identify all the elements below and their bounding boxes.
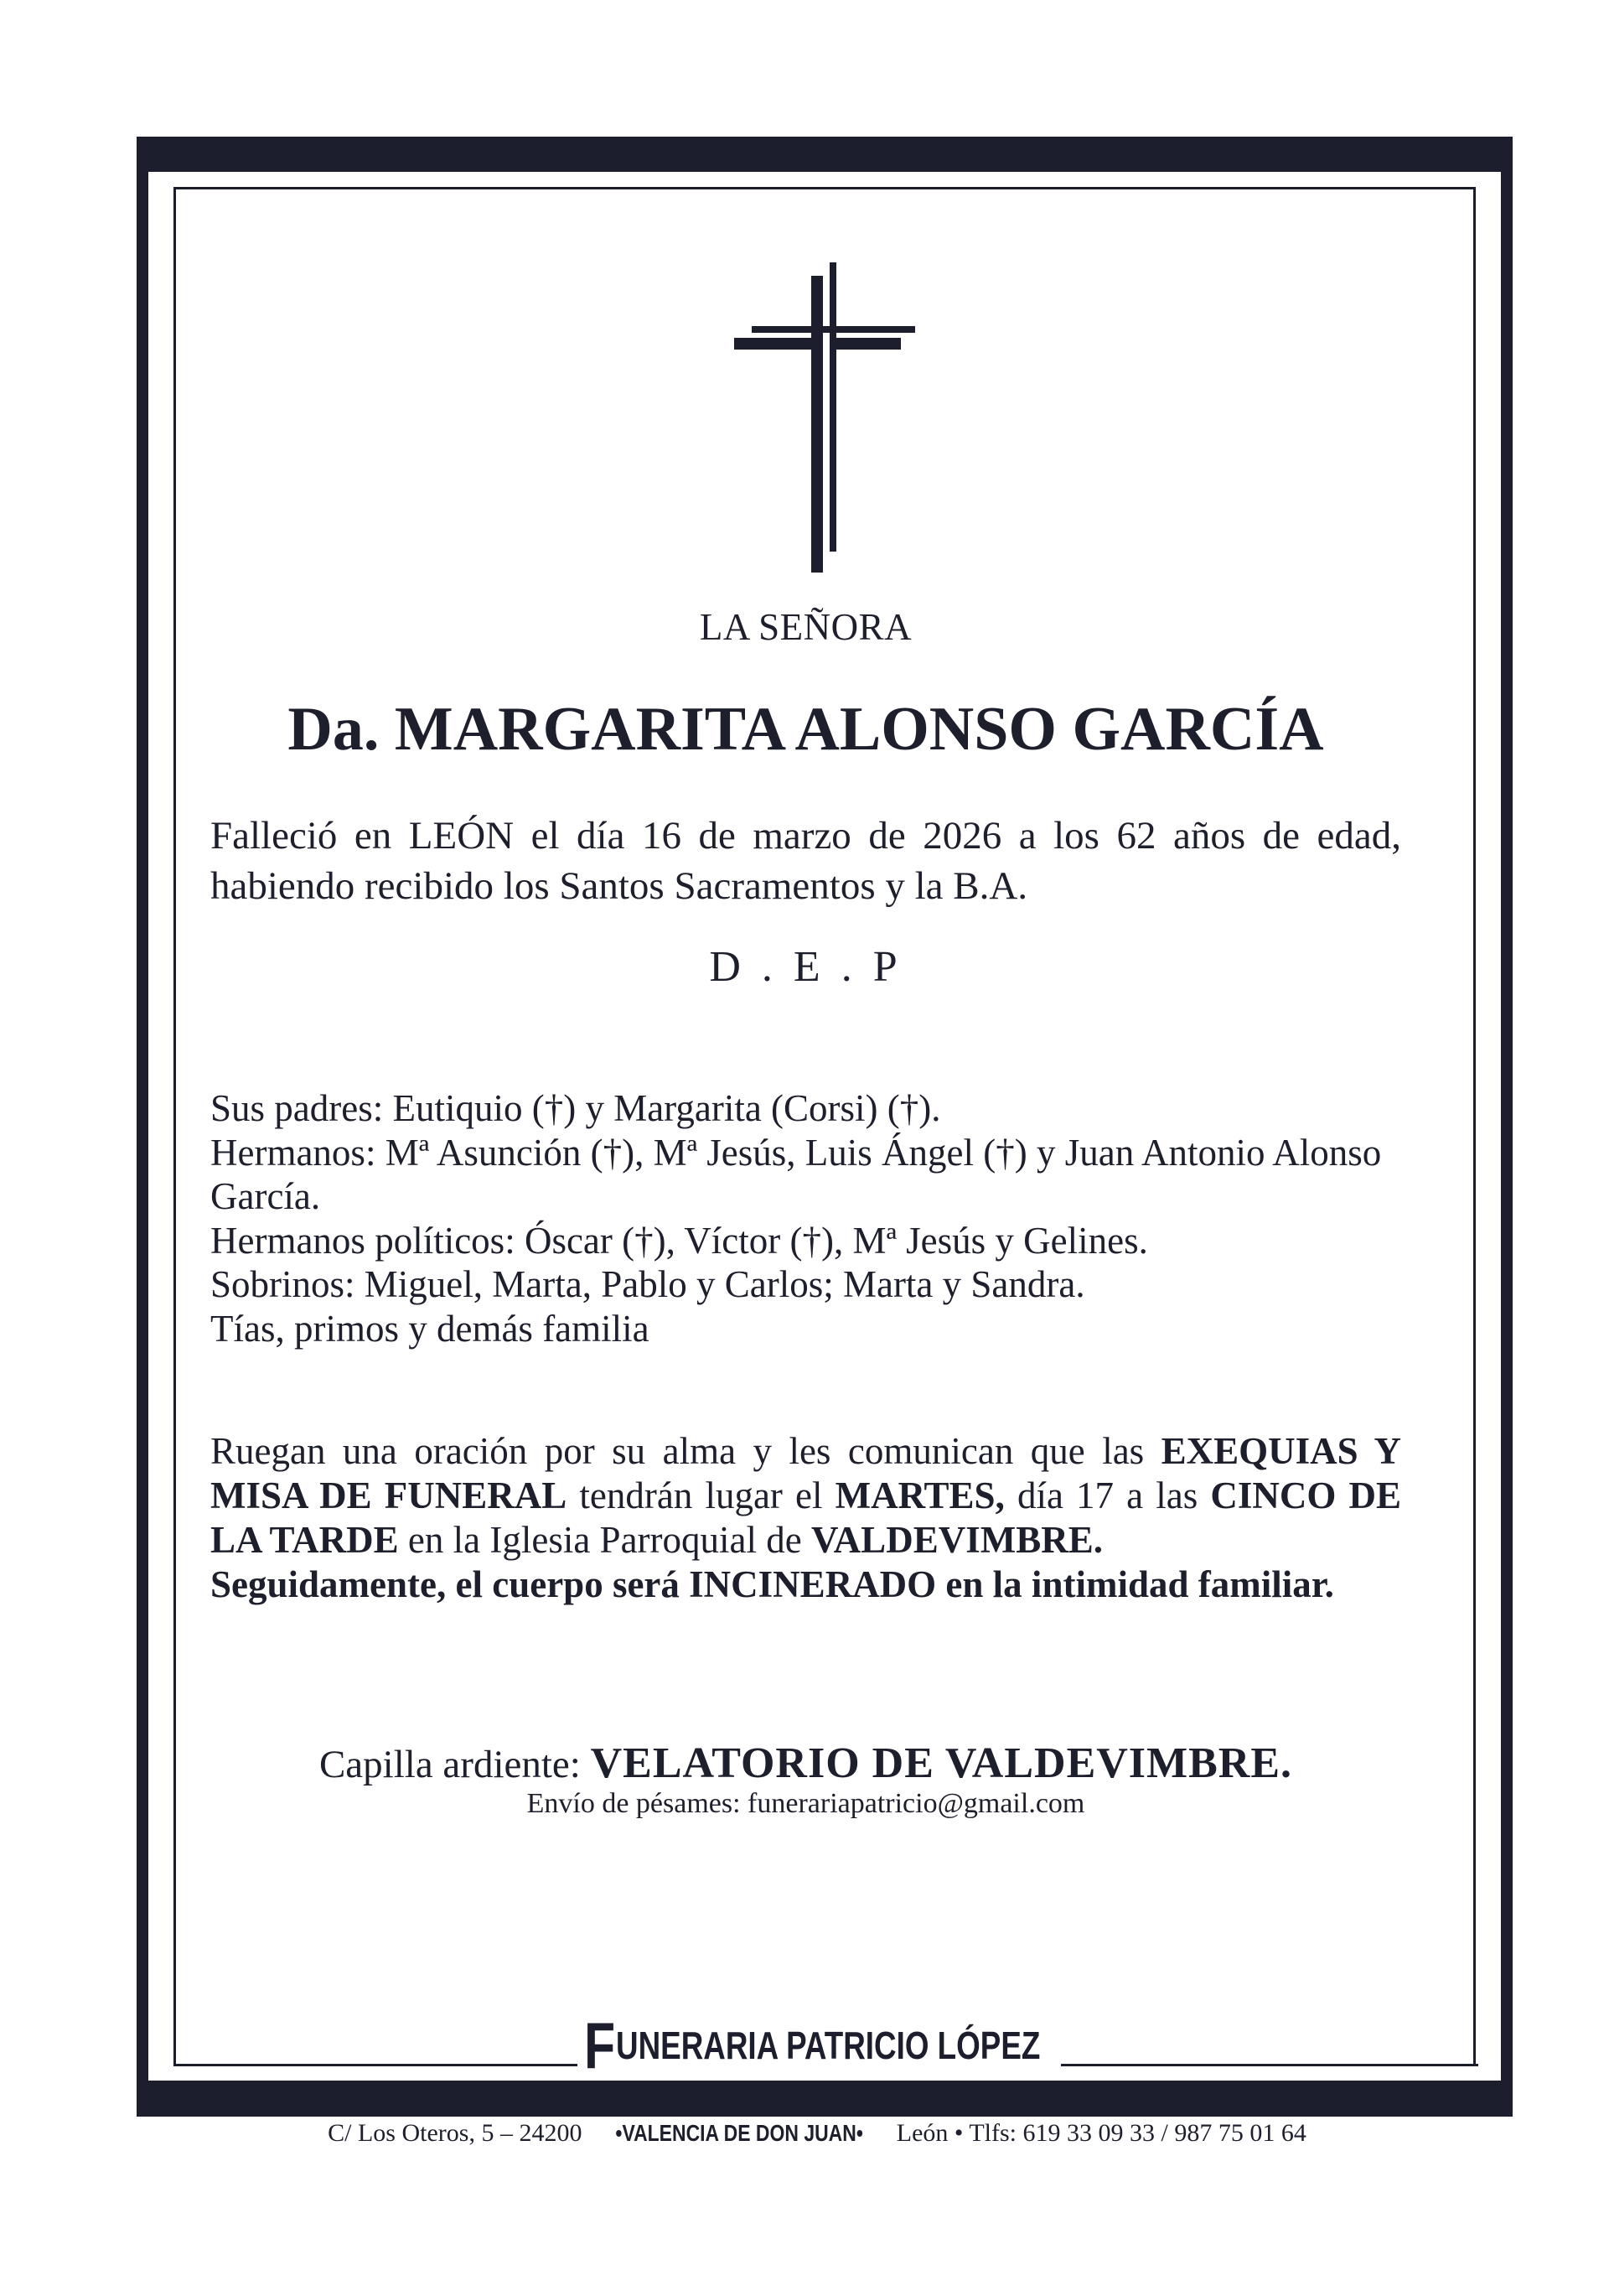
family-list — [210, 1086, 1409, 1350]
family-siblings-cont: García. — [210, 1175, 321, 1217]
address-city: •VALENCIA DE DON JUAN• — [615, 2120, 863, 2146]
logo-initial: F — [584, 2008, 616, 2082]
honorific-title: LA SEÑORA — [699, 606, 913, 648]
funeral-service-label: EXEQUIAS Y MISA DE FUNERAL — [210, 1430, 1401, 1516]
family-parents: Sus padres: Eutiquio (†) y Margarita (Corsi) (†). — [210, 1087, 941, 1129]
funeral-home-address: C/ Los Oteros, 5 – 24200 •VALENCIA DE DON JUAN• León • Tlfs: 619 33 09 33 / 987 75 01 64 — [328, 2119, 1306, 2147]
deceased-name: Da. MARGARITA ALONSO GARCÍA — [287, 695, 1324, 764]
death-notice-text: Falleció en LEÓN el día 16 de marzo de 2026 a los 62 años de edad, habiendo recibido los Santos Sacramentos y la B.A. — [210, 814, 1401, 908]
logo-text: UNERARIA PATRICIO LÓPEZ — [616, 2024, 1041, 2067]
chapel-label: Capilla ardiente: — [318, 1743, 591, 1786]
inner-frame-bottom-line-left — [173, 2064, 577, 2066]
condolence-email: Envío de pésames: funerariapatricio@gmail.com — [526, 1788, 1085, 1819]
funeral-announcement: Ruegan una oración por su alma y les comunican que las EXEQUIAS Y MISA DE FUNERAL tendrán lugar el MARTES, día 17 a las CINCO DE LA TARDE en la Iglesia Parroquial de VALDEVIMBRE. Seguidamente, el cuerpo será INCINERADO en la intimidad familiar. — [210, 1430, 1401, 1605]
funeral-day: MARTES, — [835, 1475, 1005, 1516]
cremation-note: Seguidamente, el cuerpo será INCINERADO en la intimidad familiar. — [210, 1563, 1334, 1605]
family-nephews: Sobrinos: Miguel, Marta, Pablo y Carlos; Marta y Sandra. — [210, 1263, 1085, 1305]
family-in-laws: Hermanos políticos: Óscar (†), Víctor (†), Mª Jesús y Gelines. — [210, 1219, 1148, 1262]
chapel-value: VELATORIO DE VALDEVIMBRE. — [590, 1739, 1293, 1787]
funeral-place: VALDEVIMBRE. — [810, 1519, 1103, 1561]
family-siblings: Hermanos: Mª Asunción (†), Mª Jesús, Luis Ángel (†) y Juan Antonio Alonso — [210, 1131, 1382, 1174]
funeral-time: CINCO DE LA TARDE — [210, 1475, 1401, 1561]
funeral-home-logo — [584, 2008, 1146, 2082]
dep-abbreviation: D . E . P — [709, 943, 903, 991]
family-others: Tías, primos y demás familia — [210, 1307, 649, 1350]
chapel-line — [210, 1740, 1401, 1788]
